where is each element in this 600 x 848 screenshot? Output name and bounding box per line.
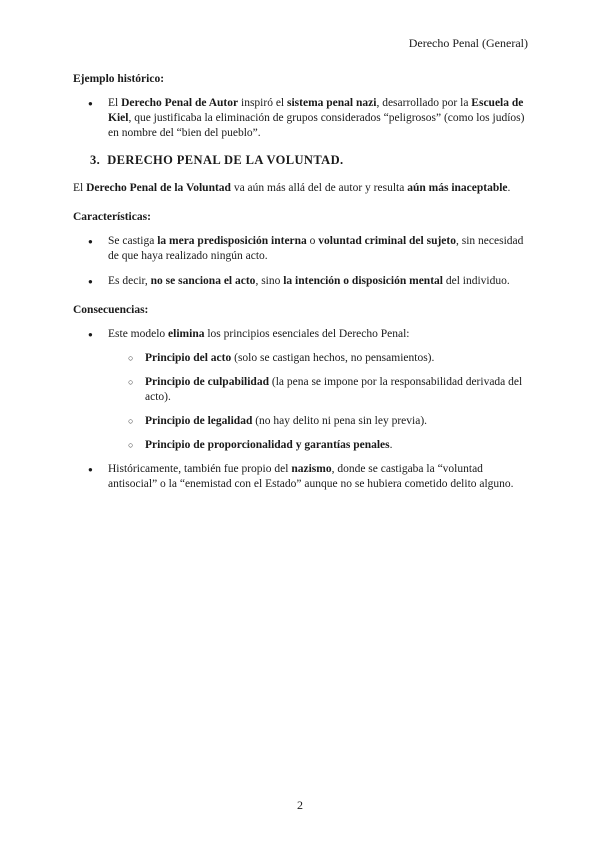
section-intro: El Derecho Penal de la Voluntad va aún más allá del de autor y resulta aún más inaceptable. bbox=[73, 182, 511, 194]
principle-item: ○ Principio de proporcionalidad y garantías penales. bbox=[73, 438, 528, 453]
example-label: Ejemplo histórico: bbox=[73, 73, 165, 85]
list-item: ● Históricamente, también fue propio del nazismo, donde se castigaba la “voluntad antisocial” o la “enemistad con el Estado” aunque no se hubiera cometido delito alguno. bbox=[73, 462, 528, 492]
list-item: ● Se castiga la mera predisposición interna o voluntad criminal del sujeto, sin necesidad de que haya realizado ningún acto. bbox=[73, 234, 528, 264]
consequences-list bbox=[73, 327, 528, 342]
characteristics-label: Características: bbox=[73, 211, 151, 223]
section-heading: 3. DERECHO PENAL DE LA VOLUNTAD. bbox=[90, 153, 344, 167]
consequences-label: Consecuencias: bbox=[73, 304, 149, 316]
list-item: ● Este modelo elimina los principios esenciales del Derecho Penal: bbox=[73, 327, 528, 342]
principles-list bbox=[73, 351, 528, 453]
document-body bbox=[73, 72, 528, 492]
consequences-list-continued bbox=[73, 462, 528, 492]
list-item: ● Es decir, no se sanciona el acto, sino la intención o disposición mental del individuo. bbox=[73, 274, 528, 289]
page-number: 2 bbox=[297, 798, 303, 812]
principle-item: ○ Principio del acto (solo se castigan hechos, no pensamientos). bbox=[73, 351, 528, 366]
page-header: Derecho Penal (General) bbox=[408, 36, 528, 50]
list-item: ● El Derecho Penal de Autor inspiró el sistema penal nazi, desarrollado por la Escuela de Kiel, que justificaba la eliminación de grupos considerados “peligrosos” (como los judíos) en nombre del “bien del pueblo”. bbox=[73, 96, 528, 141]
characteristics-list bbox=[73, 234, 528, 289]
principle-item: ○ Principio de legalidad (no hay delito ni pena sin ley previa). bbox=[73, 414, 528, 429]
principle-item: ○ Principio de culpabilidad (la pena se impone por la responsabilidad derivada del acto). bbox=[73, 375, 528, 405]
example-list bbox=[73, 96, 528, 141]
